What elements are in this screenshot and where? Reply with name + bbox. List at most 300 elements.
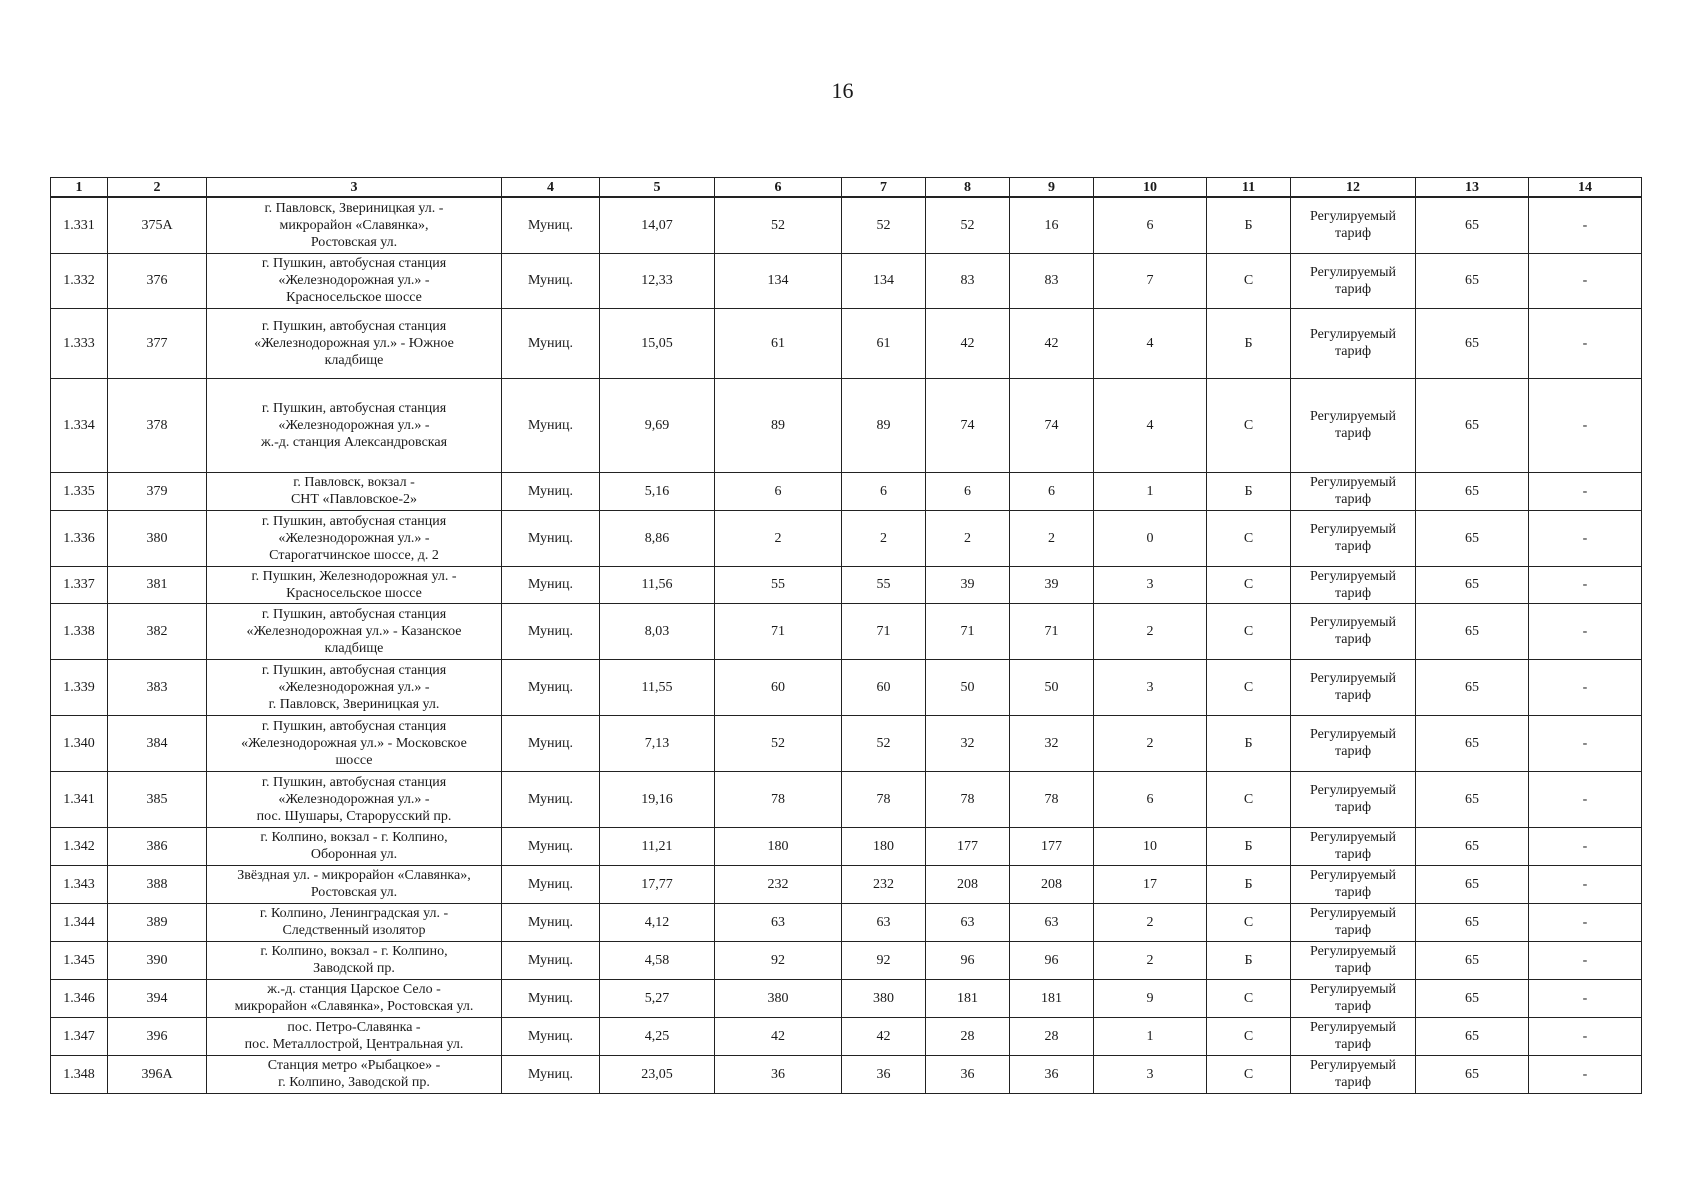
tariff-cell: [1291, 715, 1416, 771]
table-row: [51, 941, 1642, 979]
column-header: 1: [51, 178, 108, 198]
row-number-cell: 1.342: [51, 827, 108, 865]
value-cell: 65: [1416, 1017, 1529, 1055]
class-cell: Б: [1207, 472, 1291, 510]
value-cell: 42: [842, 1017, 926, 1055]
class-cell: Б: [1207, 197, 1291, 253]
cell-line: г. Пушкин, автобусная станция: [261, 774, 447, 790]
value-cell: -: [1529, 979, 1642, 1017]
class-cell: С: [1207, 510, 1291, 566]
cell-line: тариф: [1334, 961, 1372, 976]
value-cell: 50: [1010, 659, 1094, 715]
value-cell: 65: [1416, 566, 1529, 603]
cell-line: тариф: [1334, 800, 1372, 815]
value-cell: 60: [842, 659, 926, 715]
route-number-cell: 385: [108, 771, 207, 827]
route-number-cell: 381: [108, 566, 207, 603]
cell-line: Следственный изолятор: [282, 923, 426, 938]
table-row: [51, 566, 1642, 603]
value-cell: 83: [1010, 253, 1094, 308]
cell-line: Старогатчинское шоссе, д. 2: [269, 547, 439, 563]
column-header: 8: [926, 178, 1010, 198]
route-number-cell: 396А: [108, 1055, 207, 1093]
column-header: 7: [842, 178, 926, 198]
cell-line: г. Пушкин, автобусная станция: [261, 513, 447, 529]
table-body: [51, 197, 1642, 1093]
value-cell: 78: [842, 771, 926, 827]
class-cell: С: [1207, 1017, 1291, 1055]
value-cell: 17: [1094, 865, 1207, 903]
value-cell: 96: [926, 941, 1010, 979]
table-row: [51, 1017, 1642, 1055]
cell-line: тариф: [1334, 492, 1372, 507]
column-header: 10: [1094, 178, 1207, 198]
row-number-cell: 1.343: [51, 865, 108, 903]
tariff-cell: [1291, 903, 1416, 941]
value-cell: 52: [926, 197, 1010, 253]
value-cell: 9: [1094, 979, 1207, 1017]
value-cell: 134: [715, 253, 842, 308]
cell-line: Регулируемый: [1309, 830, 1397, 845]
cell-line: Регулируемый: [1309, 1020, 1397, 1035]
cell-line: Красносельское шоссе: [286, 290, 422, 305]
row-number-cell: 1.347: [51, 1017, 108, 1055]
tariff-cell: [1291, 566, 1416, 603]
cell-line: тариф: [1334, 923, 1372, 938]
route-type-cell: Муниц.: [502, 378, 600, 472]
cell-line: микрорайон «Славянка»,: [279, 217, 429, 233]
route-path-cell: [207, 827, 502, 865]
row-number-cell: 1.332: [51, 253, 108, 308]
value-cell: 32: [1010, 715, 1094, 771]
route-path-cell: [207, 378, 502, 472]
row-number-cell: 1.339: [51, 659, 108, 715]
cell-line: Регулируемый: [1309, 522, 1397, 537]
value-cell: 36: [715, 1055, 842, 1093]
tariff-cell: [1291, 659, 1416, 715]
value-cell: 65: [1416, 308, 1529, 378]
value-cell: 83: [926, 253, 1010, 308]
cell-line: ж.-д. станция Царское Село -: [267, 982, 441, 997]
route-number-cell: 389: [108, 903, 207, 941]
value-cell: 42: [926, 308, 1010, 378]
route-length-cell: 14,07: [600, 197, 715, 253]
row-number-cell: 1.341: [51, 771, 108, 827]
value-cell: 63: [842, 903, 926, 941]
value-cell: 74: [926, 378, 1010, 472]
route-type-cell: Муниц.: [502, 941, 600, 979]
value-cell: 2: [715, 510, 842, 566]
route-length-cell: 4,25: [600, 1017, 715, 1055]
cell-line: «Железнодорожная ул.» -: [278, 273, 430, 288]
row-number-cell: 1.338: [51, 603, 108, 659]
page-number: 16: [831, 78, 854, 103]
value-cell: 1: [1094, 1017, 1207, 1055]
value-cell: 232: [715, 865, 842, 903]
table-row: [51, 903, 1642, 941]
value-cell: -: [1529, 903, 1642, 941]
value-cell: 2: [926, 510, 1010, 566]
value-cell: 208: [1010, 865, 1094, 903]
value-cell: 65: [1416, 827, 1529, 865]
value-cell: 181: [926, 979, 1010, 1017]
value-cell: 180: [715, 827, 842, 865]
tariff-cell: [1291, 771, 1416, 827]
value-cell: 4: [1094, 308, 1207, 378]
cell-line: тариф: [1334, 1075, 1372, 1090]
cell-line: тариф: [1334, 281, 1372, 297]
cell-line: Оборонная ул.: [310, 847, 398, 862]
cell-line: Регулируемый: [1309, 906, 1397, 921]
tariff-cell: [1291, 378, 1416, 472]
cell-line: г. Колпино, вокзал - г. Колпино,: [260, 944, 448, 959]
cell-line: тариф: [1334, 847, 1372, 862]
value-cell: 78: [1010, 771, 1094, 827]
cell-line: тариф: [1334, 585, 1372, 601]
value-cell: 63: [1010, 903, 1094, 941]
table-row: [51, 308, 1642, 378]
value-cell: -: [1529, 827, 1642, 865]
value-cell: 55: [842, 566, 926, 603]
value-cell: 65: [1416, 472, 1529, 510]
class-cell: Б: [1207, 865, 1291, 903]
value-cell: 177: [1010, 827, 1094, 865]
value-cell: 6: [926, 472, 1010, 510]
value-cell: 78: [926, 771, 1010, 827]
route-path-cell: [207, 197, 502, 253]
cell-line: «Железнодорожная ул.» -: [278, 530, 430, 546]
route-length-cell: 5,16: [600, 472, 715, 510]
tariff-cell: [1291, 253, 1416, 308]
table-row: [51, 603, 1642, 659]
route-type-cell: Муниц.: [502, 1017, 600, 1055]
route-path-cell: [207, 1055, 502, 1093]
value-cell: 61: [842, 308, 926, 378]
value-cell: 177: [926, 827, 1010, 865]
route-number-cell: 382: [108, 603, 207, 659]
value-cell: 65: [1416, 510, 1529, 566]
route-number-cell: 390: [108, 941, 207, 979]
value-cell: 4: [1094, 378, 1207, 472]
route-type-cell: Муниц.: [502, 1055, 600, 1093]
table-row: [51, 378, 1642, 472]
class-cell: С: [1207, 979, 1291, 1017]
value-cell: 181: [1010, 979, 1094, 1017]
value-cell: 52: [715, 715, 842, 771]
cell-line: СНТ «Павловское-2»: [290, 492, 418, 507]
route-length-cell: 8,86: [600, 510, 715, 566]
value-cell: -: [1529, 771, 1642, 827]
value-cell: 52: [842, 197, 926, 253]
cell-line: г. Колпино, Ленинградская ул. -: [259, 906, 449, 921]
value-cell: 2: [1094, 941, 1207, 979]
row-number-cell: 1.335: [51, 472, 108, 510]
table-row: [51, 253, 1642, 308]
header-row: [51, 178, 1642, 198]
value-cell: 65: [1416, 715, 1529, 771]
row-number-cell: 1.346: [51, 979, 108, 1017]
route-length-cell: 8,03: [600, 603, 715, 659]
value-cell: 71: [842, 603, 926, 659]
column-header: 2: [108, 178, 207, 198]
cell-line: г. Павловск, вокзал -: [293, 475, 415, 490]
cell-line: Ростовская ул.: [310, 234, 398, 250]
cell-line: тариф: [1334, 226, 1372, 242]
value-cell: 65: [1416, 865, 1529, 903]
value-cell: 0: [1094, 510, 1207, 566]
column-header: 12: [1291, 178, 1416, 198]
value-cell: 7: [1094, 253, 1207, 308]
route-type-cell: Муниц.: [502, 472, 600, 510]
route-length-cell: 19,16: [600, 771, 715, 827]
value-cell: -: [1529, 941, 1642, 979]
table-row: [51, 472, 1642, 510]
class-cell: С: [1207, 771, 1291, 827]
class-cell: С: [1207, 603, 1291, 659]
cell-line: Регулируемый: [1309, 783, 1397, 798]
cell-line: кладбище: [324, 352, 384, 368]
route-number-cell: 394: [108, 979, 207, 1017]
value-cell: 63: [926, 903, 1010, 941]
value-cell: -: [1529, 510, 1642, 566]
route-type-cell: Муниц.: [502, 903, 600, 941]
tariff-cell: [1291, 827, 1416, 865]
value-cell: 28: [1010, 1017, 1094, 1055]
route-number-cell: 375А: [108, 197, 207, 253]
value-cell: 63: [715, 903, 842, 941]
value-cell: 2: [1094, 603, 1207, 659]
cell-line: тариф: [1334, 1037, 1372, 1052]
tariff-cell: [1291, 1055, 1416, 1093]
value-cell: 65: [1416, 903, 1529, 941]
class-cell: С: [1207, 566, 1291, 603]
value-cell: 74: [1010, 378, 1094, 472]
tariff-cell: [1291, 308, 1416, 378]
table-row: [51, 197, 1642, 253]
value-cell: -: [1529, 472, 1642, 510]
value-cell: 32: [926, 715, 1010, 771]
cell-line: Регулируемый: [1309, 727, 1397, 742]
value-cell: 52: [842, 715, 926, 771]
value-cell: 2: [1094, 903, 1207, 941]
cell-line: пос. Шушары, Старорусский пр.: [256, 808, 452, 824]
value-cell: -: [1529, 865, 1642, 903]
route-number-cell: 380: [108, 510, 207, 566]
value-cell: 6: [1010, 472, 1094, 510]
row-number-cell: 1.333: [51, 308, 108, 378]
value-cell: 71: [926, 603, 1010, 659]
table-row: [51, 771, 1642, 827]
value-cell: 3: [1094, 1055, 1207, 1093]
route-number-cell: 396: [108, 1017, 207, 1055]
route-type-cell: Муниц.: [502, 659, 600, 715]
route-length-cell: 17,77: [600, 865, 715, 903]
cell-line: Станция метро «Рыбацкое» -: [267, 1058, 441, 1073]
value-cell: 232: [842, 865, 926, 903]
value-cell: 3: [1094, 659, 1207, 715]
cell-line: пос. Петро-Славянка -: [287, 1020, 421, 1035]
cell-line: «Железнодорожная ул.» - Московское: [241, 735, 467, 751]
class-cell: С: [1207, 1055, 1291, 1093]
value-cell: 134: [842, 253, 926, 308]
route-path-cell: [207, 308, 502, 378]
column-header: 4: [502, 178, 600, 198]
value-cell: 36: [1010, 1055, 1094, 1093]
value-cell: 28: [926, 1017, 1010, 1055]
route-type-cell: Муниц.: [502, 603, 600, 659]
cell-line: шоссе: [335, 752, 373, 768]
value-cell: 89: [715, 378, 842, 472]
value-cell: 50: [926, 659, 1010, 715]
value-cell: 380: [842, 979, 926, 1017]
cell-line: тариф: [1334, 744, 1372, 759]
route-length-cell: 11,21: [600, 827, 715, 865]
cell-line: Регулируемый: [1309, 1058, 1397, 1073]
value-cell: 78: [715, 771, 842, 827]
class-cell: Б: [1207, 827, 1291, 865]
route-path-cell: [207, 1017, 502, 1055]
cell-line: г. Колпино, Заводской пр.: [278, 1075, 430, 1090]
route-length-cell: 15,05: [600, 308, 715, 378]
value-cell: 65: [1416, 771, 1529, 827]
cell-line: г. Колпино, вокзал - г. Колпино,: [260, 830, 448, 845]
value-cell: 39: [926, 566, 1010, 603]
value-cell: 65: [1416, 197, 1529, 253]
route-path-cell: [207, 865, 502, 903]
cell-line: г. Пушкин, автобусная станция: [261, 606, 447, 622]
cell-line: пос. Металлострой, Центральная ул.: [244, 1037, 464, 1052]
cell-line: «Железнодорожная ул.» -: [278, 679, 430, 695]
cell-line: Регулируемый: [1309, 868, 1397, 883]
tariff-cell: [1291, 865, 1416, 903]
column-header: 5: [600, 178, 715, 198]
route-path-cell: [207, 979, 502, 1017]
route-number-cell: 379: [108, 472, 207, 510]
cell-line: «Железнодорожная ул.» -: [278, 417, 430, 433]
value-cell: -: [1529, 378, 1642, 472]
value-cell: 6: [715, 472, 842, 510]
row-number-cell: 1.334: [51, 378, 108, 472]
row-number-cell: 1.337: [51, 566, 108, 603]
value-cell: 180: [842, 827, 926, 865]
value-cell: 65: [1416, 659, 1529, 715]
route-type-cell: Муниц.: [502, 715, 600, 771]
value-cell: -: [1529, 308, 1642, 378]
cell-line: тариф: [1334, 426, 1372, 441]
route-number-cell: 388: [108, 865, 207, 903]
value-cell: 2: [1094, 715, 1207, 771]
value-cell: 42: [1010, 308, 1094, 378]
cell-line: г. Павловск, Звериницкая ул.: [268, 696, 440, 712]
value-cell: 60: [715, 659, 842, 715]
route-length-cell: 4,12: [600, 903, 715, 941]
cell-line: Заводской пр.: [313, 961, 395, 976]
cell-line: тариф: [1334, 999, 1372, 1014]
value-cell: 36: [926, 1055, 1010, 1093]
cell-line: Красносельское шоссе: [286, 585, 422, 601]
route-number-cell: 376: [108, 253, 207, 308]
cell-line: Регулируемый: [1309, 671, 1397, 686]
cell-line: г. Пушкин, автобусная станция: [261, 318, 447, 334]
route-path-cell: [207, 472, 502, 510]
route-length-cell: 5,27: [600, 979, 715, 1017]
route-type-cell: Муниц.: [502, 566, 600, 603]
route-path-cell: [207, 566, 502, 603]
tariff-cell: [1291, 1017, 1416, 1055]
value-cell: 380: [715, 979, 842, 1017]
value-cell: 6: [842, 472, 926, 510]
table-row: [51, 1055, 1642, 1093]
value-cell: -: [1529, 197, 1642, 253]
cell-line: Регулируемый: [1309, 615, 1397, 630]
value-cell: -: [1529, 659, 1642, 715]
value-cell: 71: [1010, 603, 1094, 659]
route-path-cell: [207, 510, 502, 566]
value-cell: 16: [1010, 197, 1094, 253]
route-length-cell: 11,56: [600, 566, 715, 603]
cell-line: кладбище: [324, 640, 384, 656]
cell-line: г. Пушкин, автобусная станция: [261, 662, 447, 678]
route-path-cell: [207, 659, 502, 715]
value-cell: -: [1529, 715, 1642, 771]
route-length-cell: 23,05: [600, 1055, 715, 1093]
row-number-cell: 1.344: [51, 903, 108, 941]
value-cell: 89: [842, 378, 926, 472]
tariff-cell: [1291, 510, 1416, 566]
row-number-cell: 1.340: [51, 715, 108, 771]
column-header: 11: [1207, 178, 1291, 198]
route-type-cell: Муниц.: [502, 197, 600, 253]
tariff-cell: [1291, 941, 1416, 979]
value-cell: 1: [1094, 472, 1207, 510]
value-cell: 6: [1094, 771, 1207, 827]
route-number-cell: 377: [108, 308, 207, 378]
route-length-cell: 11,55: [600, 659, 715, 715]
cell-line: г. Пушкин, автобусная станция: [261, 400, 447, 416]
value-cell: 92: [715, 941, 842, 979]
value-cell: 92: [842, 941, 926, 979]
column-header: 9: [1010, 178, 1094, 198]
value-cell: -: [1529, 1017, 1642, 1055]
row-number-cell: 1.348: [51, 1055, 108, 1093]
class-cell: Б: [1207, 941, 1291, 979]
route-type-cell: Муниц.: [502, 865, 600, 903]
class-cell: Б: [1207, 308, 1291, 378]
value-cell: -: [1529, 566, 1642, 603]
table-row: [51, 865, 1642, 903]
value-cell: 96: [1010, 941, 1094, 979]
route-number-cell: 386: [108, 827, 207, 865]
route-type-cell: Муниц.: [502, 510, 600, 566]
cell-line: тариф: [1334, 885, 1372, 900]
value-cell: 65: [1416, 378, 1529, 472]
column-header: 6: [715, 178, 842, 198]
tariff-cell: [1291, 603, 1416, 659]
route-path-cell: [207, 603, 502, 659]
cell-line: тариф: [1334, 688, 1372, 703]
cell-line: Регулируемый: [1309, 475, 1397, 490]
cell-line: «Железнодорожная ул.» - Южное: [254, 335, 454, 351]
value-cell: 65: [1416, 941, 1529, 979]
cell-line: Регулируемый: [1309, 264, 1397, 280]
route-number-cell: 383: [108, 659, 207, 715]
cell-line: г. Павловск, Звериницкая ул. -: [264, 200, 444, 216]
route-path-cell: [207, 771, 502, 827]
cell-line: тариф: [1334, 344, 1372, 359]
value-cell: 2: [842, 510, 926, 566]
table-row: [51, 659, 1642, 715]
cell-line: микрорайон «Славянка», Ростовская ул.: [234, 999, 474, 1014]
